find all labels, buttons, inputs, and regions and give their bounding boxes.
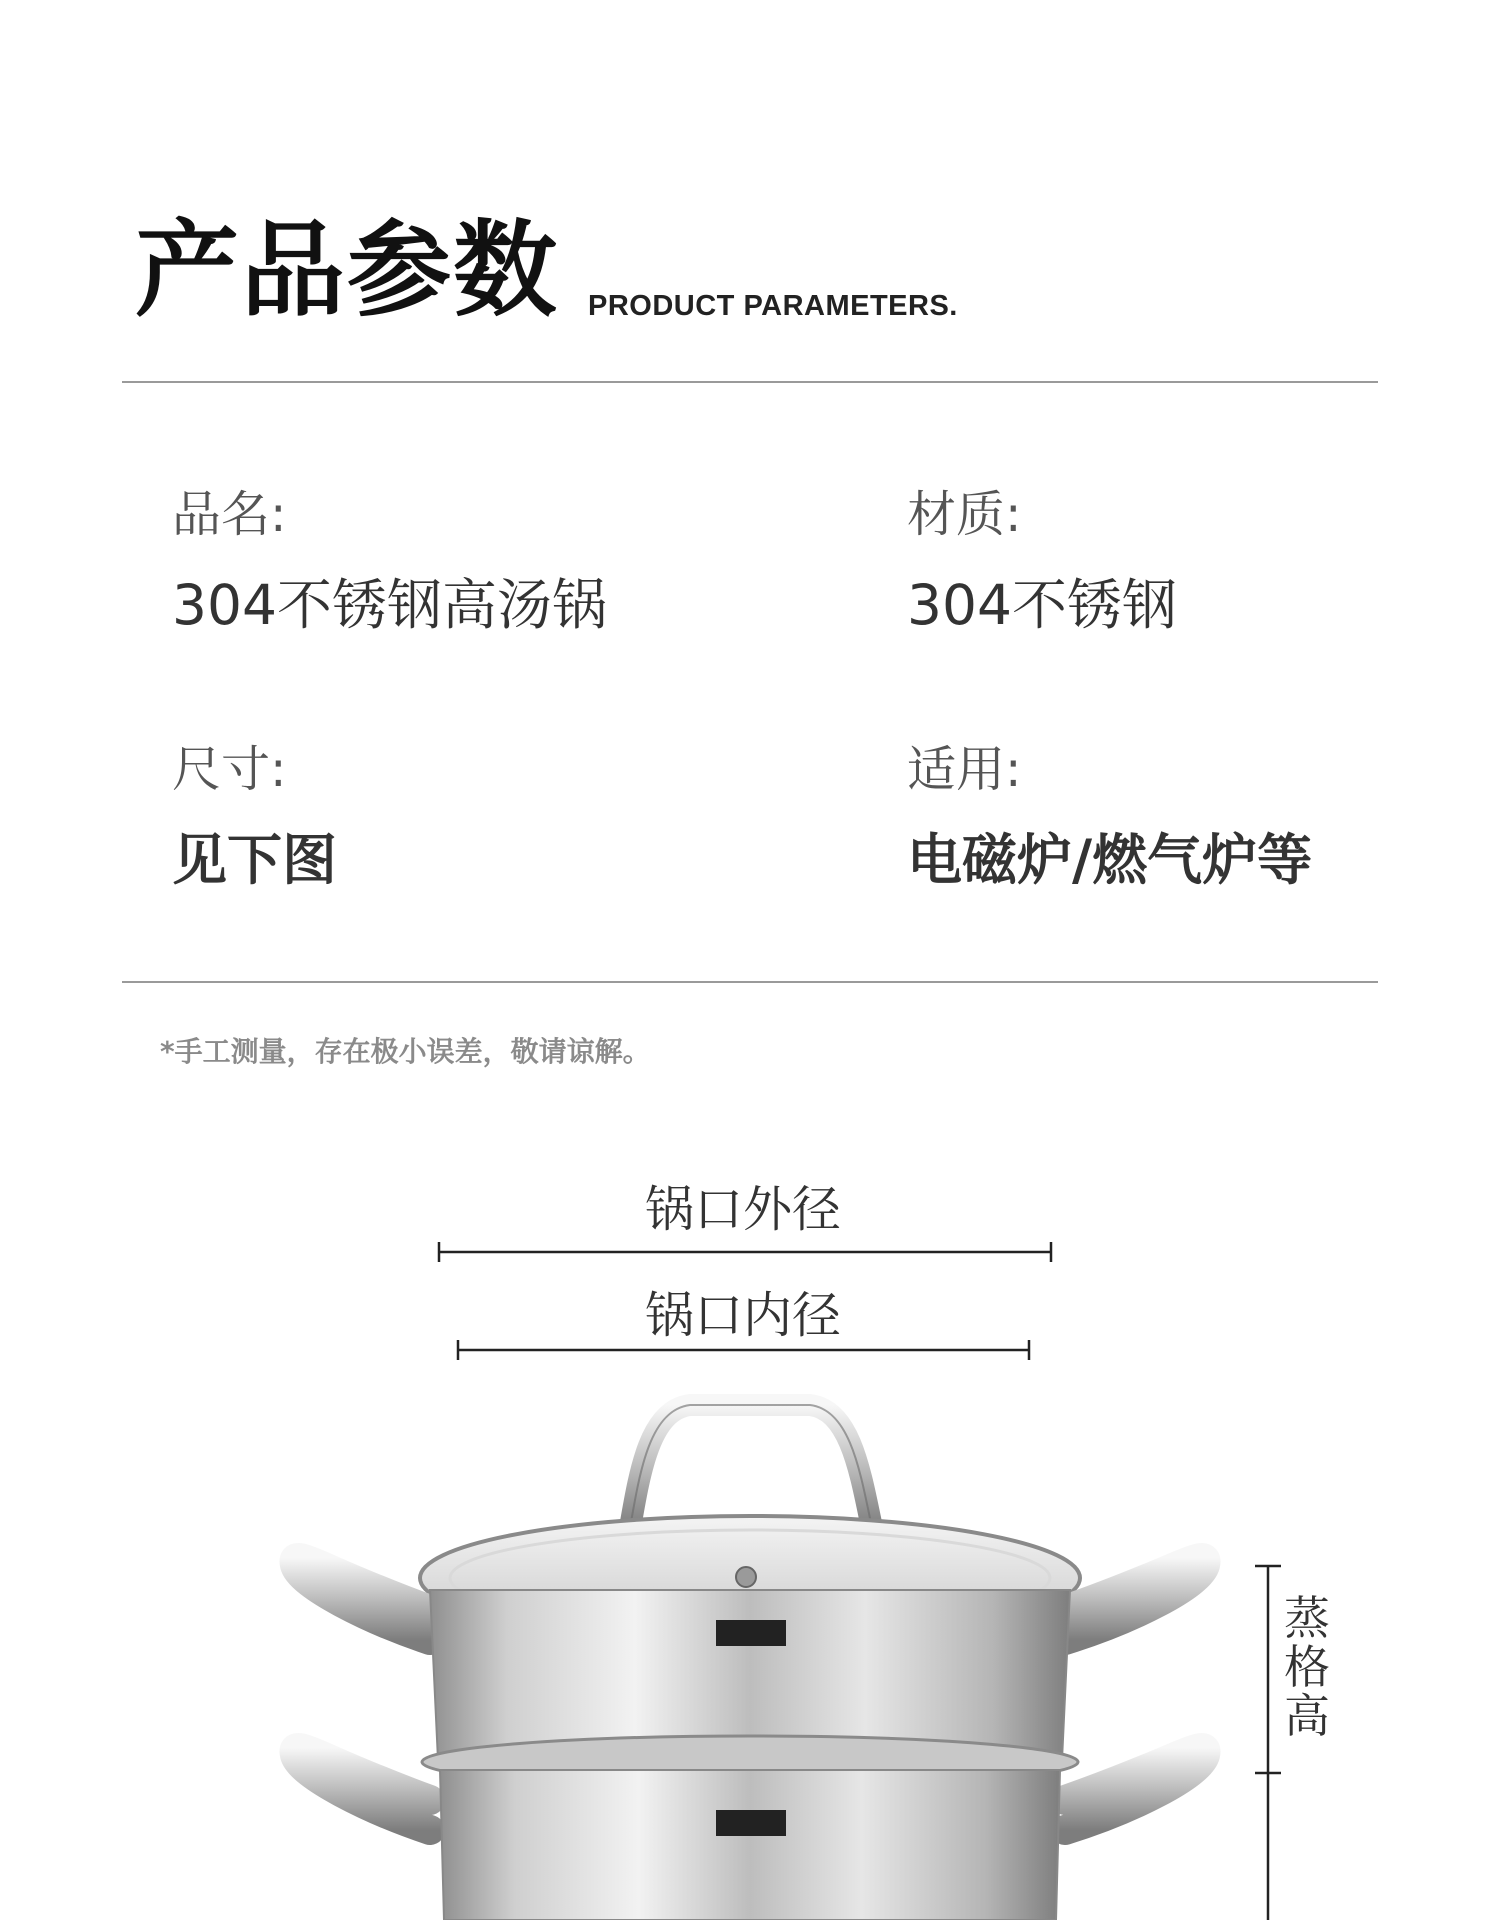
inner-diameter-line bbox=[458, 1340, 1029, 1360]
product-name-value: 304不锈钢高汤锅 bbox=[172, 573, 607, 637]
usage-value: 电磁炉/燃气炉等 bbox=[907, 828, 1313, 892]
outer-diameter-label: 锅口外径 bbox=[645, 1181, 842, 1238]
lower-right-handle bbox=[1065, 1748, 1206, 1830]
steamer-height-line bbox=[1255, 1566, 1281, 1920]
size-value: 见下图 bbox=[172, 828, 338, 892]
lower-left-handle bbox=[294, 1748, 430, 1830]
measurement-note: *手工测量，存在极小误差，敬请谅解。 bbox=[160, 1035, 651, 1068]
page-subtitle: PRODUCT PARAMETERS. bbox=[588, 290, 958, 322]
upper-left-handle bbox=[294, 1558, 430, 1640]
product-name-label: 品名: bbox=[172, 486, 287, 543]
outer-diameter-line bbox=[439, 1242, 1051, 1262]
usage-label: 适用: bbox=[907, 741, 1022, 798]
pot-body bbox=[440, 1770, 1060, 1920]
size-label: 尺寸: bbox=[172, 741, 287, 798]
lid-handle bbox=[630, 1405, 872, 1528]
steamer-height-label: 蒸 格 高 bbox=[1284, 1591, 1330, 1744]
material-value: 304不锈钢 bbox=[907, 573, 1177, 637]
inner-diameter-label: 锅口内径 bbox=[645, 1287, 842, 1344]
upper-right-handle bbox=[1065, 1558, 1206, 1640]
page-title: 产品参数 bbox=[135, 209, 560, 331]
material-label: 材质: bbox=[907, 486, 1022, 543]
